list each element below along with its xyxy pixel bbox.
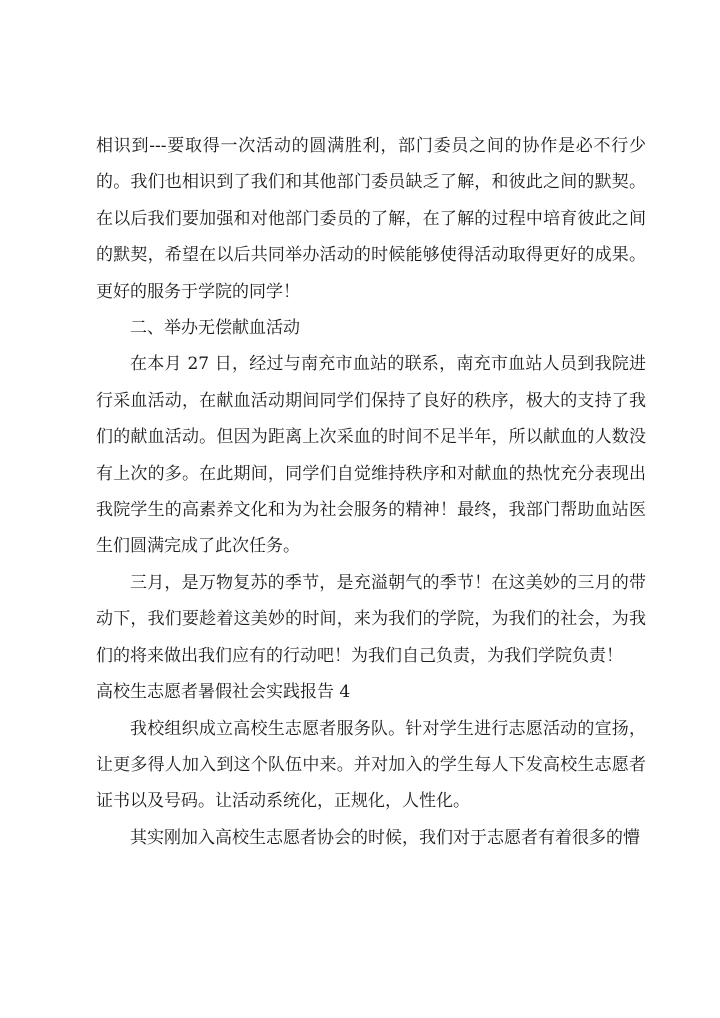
paragraph-volunteer-association: 其实刚加入高校生志愿者协会的时候，我们对于志愿者有着很多的懵 <box>130 827 640 848</box>
paragraph-blood-donation: 在本月 27 日，经过与南充市血站的联系，南充市血站人员到我院进行采血活动，在献血活动期间同学们保持了良好的秩序，极大的支持了我们的献血活动。但因为距离上次采血的时间不足半年，所以献血的人数没有上次的多。在此期间，同学们自觉维持秩序和对献血的热忱充分表现出我院学生的高素养文化和为为社会服务的精神！最终，我部门帮助血站医生们圆满完成了此次任务。 <box>96 354 646 557</box>
document-body <box>96 128 646 856</box>
report-title-4: 高校生志愿者暑假社会实践报告 4 <box>96 682 351 703</box>
paragraph-march-spirit: 三月，是万物复苏的季节，是充溢朝气的季节！在这美妙的三月的带动下，我们要趁着这美妙的时间，来为我们的学院，为我们的社会，为我们的将来做出我们应有的行动吧！为我们自己负责，为我们学院负责！ <box>96 572 646 666</box>
paragraph-volunteer-team: 我校组织成立高校生志愿者服务队。针对学生进行志愿活动的宣扬，让更多得人加入到这个队伍中来。并对加入的学生每人下发高校生志愿者证书以及号码。让活动系统化，正规化，人性化。 <box>96 718 646 812</box>
paragraph-cooperation-reflection: 相识到---要取得一次活动的圆满胜利，部门委员之间的协作是必不行少的。我们也相识到了我们和其他部门委员缺乏了解，和彼此之间的默契。在以后我们要加强和对他部门委员的了解，在了解的过程中培育彼此之间的默契，希望在以后共同举办活动的时候能够使得活动取得更好的成果。更好的服务于学院的同学！ <box>96 136 646 302</box>
section-heading-blood-donation: 二、举办无偿献血活动 <box>130 318 300 339</box>
